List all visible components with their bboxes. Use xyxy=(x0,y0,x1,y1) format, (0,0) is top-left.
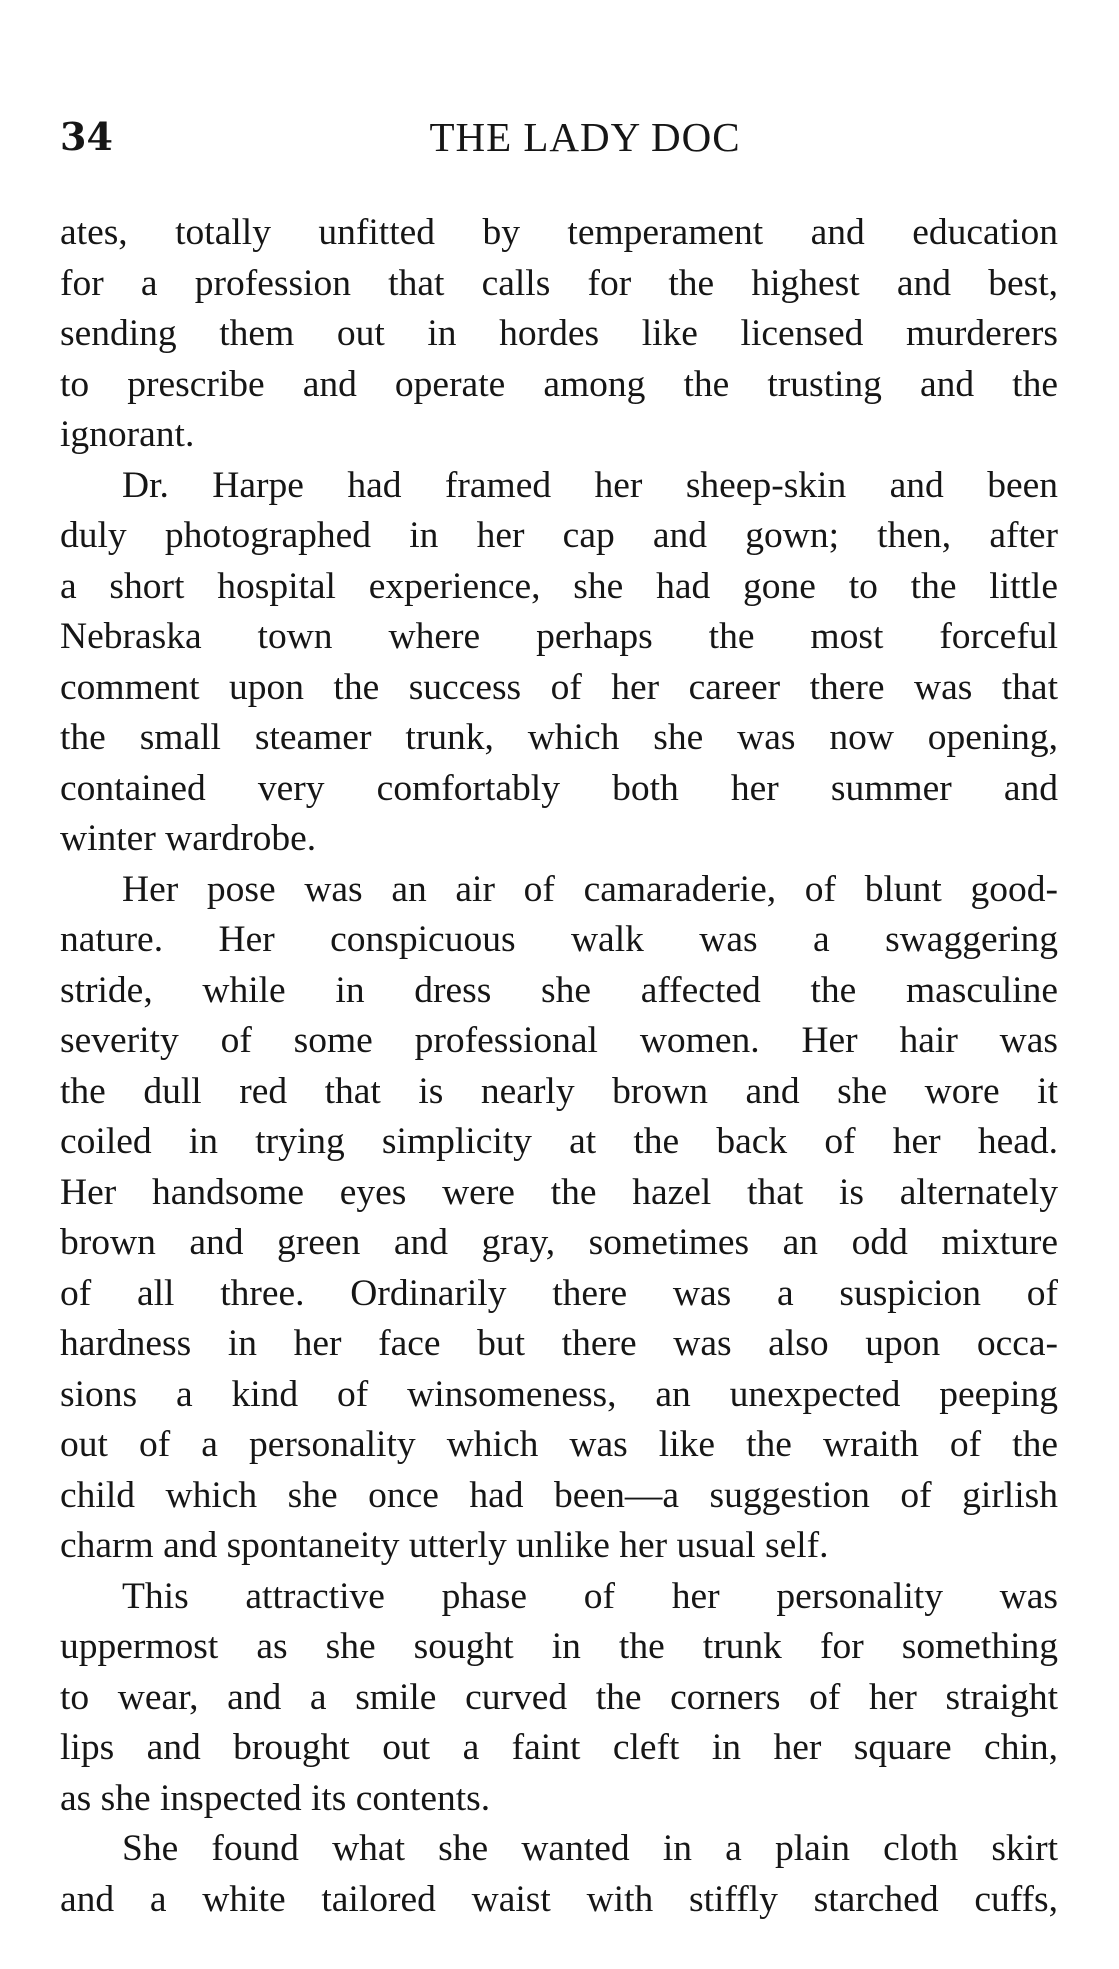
text-line: comment upon the success of her career there was that xyxy=(60,666,1058,708)
text-line: and a white tailored waist with stiffly starched cuffs, xyxy=(60,1878,1058,1920)
text-line: sions a kind of winsomeness, an unexpected peeping xyxy=(60,1373,1058,1415)
running-title: THE LADY DOC xyxy=(429,114,741,160)
text-line: charm and spontaneity utterly unlike her usual self. xyxy=(60,1525,829,1566)
text-line: the small steamer trunk, which she was now opening, xyxy=(60,717,1058,758)
text-line: of all three. Ordinarily there was a suspicion of xyxy=(60,1272,1058,1314)
text-line: Her pose was an air of camaraderie, of blunt good- xyxy=(122,868,1058,910)
text-line: for a profession that calls for the highest and best, xyxy=(60,262,1058,304)
text-line: This attractive phase of her personality was xyxy=(122,1575,1058,1617)
text-line: coiled in trying simplicity at the back of her head. xyxy=(60,1121,1058,1162)
page-number: 34 xyxy=(60,114,113,159)
body-text xyxy=(60,208,1058,1925)
text-line: Nebraska town where perhaps the most forceful xyxy=(60,616,1058,657)
text-line: lips and brought out a faint cleft in her square chin, xyxy=(60,1727,1058,1768)
text-line: contained very comfortably both her summer and xyxy=(60,767,1058,809)
text-line: uppermost as she sought in the trunk for something xyxy=(60,1626,1058,1667)
text-line: duly photographed in her cap and gown; then, after xyxy=(60,515,1058,556)
text-line: Dr. Harpe had framed her sheep-skin and been xyxy=(122,464,1058,506)
text-line: to prescribe and operate among the trusting and the xyxy=(60,363,1058,405)
text-line: out of a personality which was like the wraith of the xyxy=(60,1424,1058,1465)
text-line: ates, totally unfitted by temperament and education xyxy=(60,212,1058,253)
text-line: She found what she wanted in a plain cloth skirt xyxy=(122,1828,1058,1869)
text-line: severity of some professional women. Her hair was xyxy=(60,1020,1058,1061)
text-line: brown and green and gray, sometimes an odd mixture xyxy=(60,1222,1058,1263)
text-line: ignorant. xyxy=(60,414,195,455)
text-line: child which she once had been—a suggestion of girlish xyxy=(60,1474,1058,1516)
text-line: the dull red that is nearly brown and she wore it xyxy=(60,1070,1058,1112)
text-line: nature. Her conspicuous walk was a swaggering xyxy=(60,919,1058,960)
text-line: winter wardrobe. xyxy=(60,818,317,859)
text-line: as she inspected its contents. xyxy=(60,1777,491,1819)
text-line: stride, while in dress she affected the masculine xyxy=(60,969,1058,1011)
text-line: sending them out in hordes like licensed murderers xyxy=(60,313,1058,354)
text-line: to wear, and a smile curved the corners of her straight xyxy=(60,1676,1058,1718)
text-line: hardness in her face but there was also upon occa- xyxy=(60,1323,1058,1364)
text-line: a short hospital experience, she had gone to the little xyxy=(60,565,1058,607)
page-header xyxy=(60,112,1058,162)
text-line: Her handsome eyes were the hazel that is alternately xyxy=(60,1171,1058,1213)
